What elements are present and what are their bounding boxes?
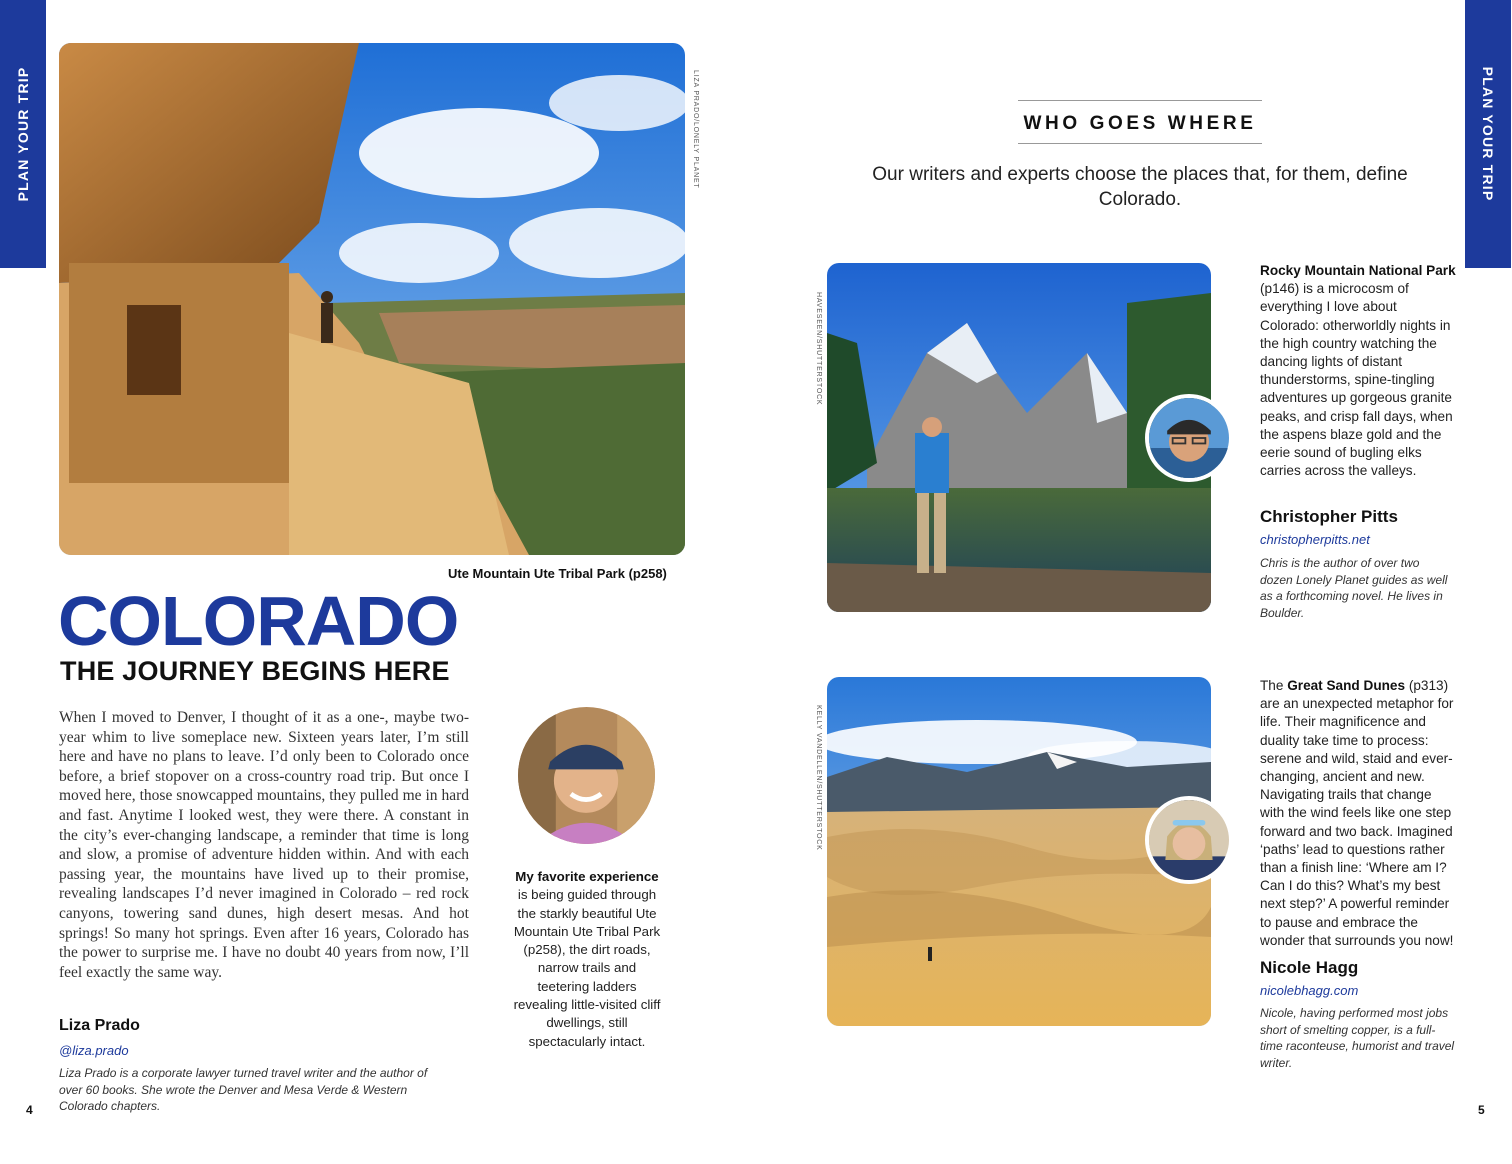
plan-your-trip-tab-left xyxy=(0,0,46,268)
author-bio-christopher: Chris is the author of over two dozen Lonely Planet guides as well as a forthcoming novel. He lives in Boulder. xyxy=(1260,556,1448,620)
author-name-christopher: Christopher Pitts xyxy=(1260,507,1398,526)
page-subtitle: THE JOURNEY BEGINS HERE xyxy=(60,656,450,686)
author-name-liza: Liza Prado xyxy=(59,1017,140,1034)
who-goes-where-intro: Our writers and experts choose the places that, for them, define Colorado. xyxy=(872,164,1408,210)
favorite-lead: My favorite experience xyxy=(515,869,659,884)
ute-mountain-photo xyxy=(59,43,685,555)
avatar-christopher xyxy=(1145,394,1233,482)
rocky-mountain-place: Rocky Mountain National Park xyxy=(1260,263,1456,278)
heading-rule-bottom xyxy=(1018,143,1262,144)
author-link-nicole[interactable]: nicolebhagg.com xyxy=(1260,983,1359,998)
author-handle-liza[interactable]: @liza.prado xyxy=(59,1043,129,1058)
main-photo-caption: Ute Mountain Ute Tribal Park (p258) xyxy=(448,566,667,581)
page-number-right: 5 xyxy=(1478,1103,1485,1117)
heading-rule-top xyxy=(1018,100,1262,101)
great-sand-dunes-place: Great Sand Dunes xyxy=(1287,678,1406,693)
page-number-left: 4 xyxy=(26,1103,33,1117)
page-title: COLORADO xyxy=(58,582,459,660)
rocky-mountain-text xyxy=(1260,262,1456,480)
great-sand-dunes-prefix: The xyxy=(1260,678,1288,693)
great-sand-dunes-text xyxy=(1260,677,1456,950)
rocky-mountain-body: (p146) is a microcosm of everything I love about Colorado: otherworldly nights in the high country watching the dancing lights of distant thunderstorms, spine-tingling adventures up gorgeous granite peaks, and crisp fall days, when the aspens blaze gold and the eerie sound of bugling elks carries across the valleys. xyxy=(1260,281,1453,479)
avatar-nicole xyxy=(1145,796,1233,884)
main-photo-credit: LIZA PRADO/LONELY PLANET xyxy=(692,70,699,189)
author-bio-liza: Liza Prado is a corporate lawyer turned travel writer and the author of over 60 books. She wrote the Denver and Mesa Verde & Western Colorado chapters. xyxy=(59,1066,428,1114)
great-sand-dunes-body: (p313) are an unexpected metaphor for life. Their magnificence and duality take time to process: serene and wild, staid and ever-changing, ancient and new. Navigating trails that change with the wind feels like one step forward and two back. Imagined ‘paths’ lead to questions rather than a finish line: ‘Where am I? Can I do this? What’s my best next step?’ A powerful reminder to pause and embrace the wonder that surrounds you now! xyxy=(1260,678,1454,948)
favorite-experience xyxy=(512,868,662,1051)
rocky-photo-credit: HAVESEEN/SHUTTERSTOCK xyxy=(815,292,822,406)
who-goes-where-heading: WHO GOES WHERE xyxy=(1023,113,1257,134)
author-bio-nicole: Nicole, having performed most jobs short of smelting copper, is a full-time raconteuse, humorist and travel writer. xyxy=(1260,1006,1455,1070)
tab-label-right: PLAN YOUR TRIP xyxy=(1480,66,1496,202)
tab-label-left: PLAN YOUR TRIP xyxy=(15,66,31,202)
favorite-text: is being guided through the starkly beautiful Ute Mountain Ute Tribal Park (p258), the dirt roads, narrow trails and teetering ladders revealing little-visited cliff dwellings, still spectacularly intact. xyxy=(513,887,661,1049)
plan-your-trip-tab-right xyxy=(1465,0,1511,268)
avatar-liza xyxy=(514,703,659,848)
author-link-christopher[interactable]: christopherpitts.net xyxy=(1260,532,1370,547)
intro-paragraph: When I moved to Denver, I thought of it as a one-, maybe two-year whim to live someplace new. Sixteen years later, I’m still here and have no plans to leave. I’d only been to Colorado once before, a brief stopover on a cross-country road trip. But once I moved here, those snowcapped mountains, they pulled me in hard and fast. Anytime I looked west, they were there. A constant in the city’s ever-changing landscape, a reminder that time is long and slow, a promise of adventure hidden within. And with each passing year, the mountains have lived up to their promise, revealing landscapes I’d never imagined in Colorado – red rock canyons, towering sand dunes, high desert mesas. And hot springs! So many hot springs. Even after 16 years, Colorado has the power to surprise me. I have no doubt 40 years from now, I’ll feel exactly the same way. xyxy=(59,709,469,981)
dunes-photo-credit: KELLY VANDELLEN/SHUTTERSTOCK xyxy=(815,705,822,851)
author-name-nicole: Nicole Hagg xyxy=(1260,958,1359,977)
